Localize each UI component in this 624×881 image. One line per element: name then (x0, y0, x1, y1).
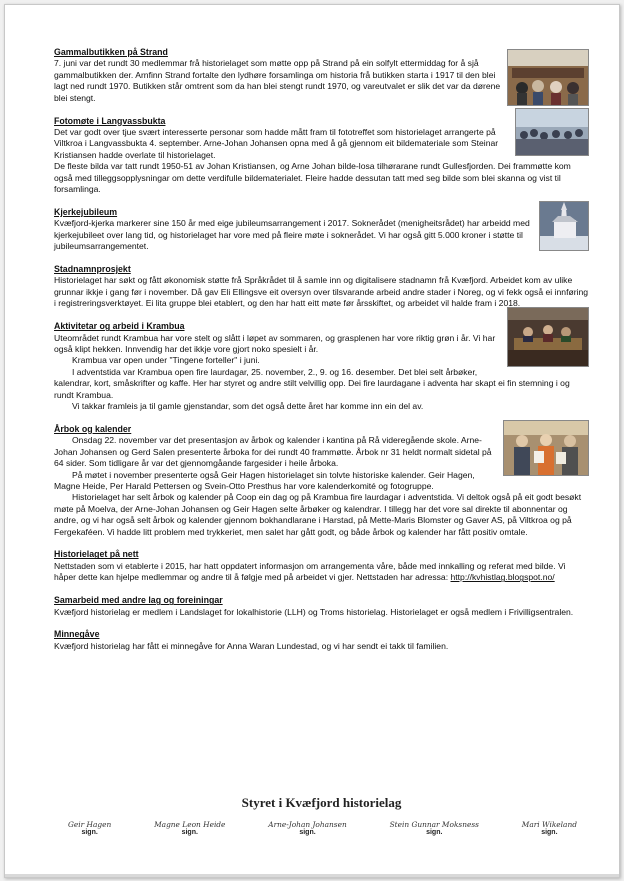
signature-row (54, 820, 589, 836)
section-paragraph: På møtet i november presenterte også Geir Hagen historielaget sin tolvte historiske kalender. Geir Hagen, Magne Heide, Per Harald Pettersen og Svein-Otto Presthus har vore kalenderkomité og fotogruppe. (54, 469, 475, 491)
krambua-interior-photo (507, 307, 589, 367)
section-samarbeid (54, 595, 589, 618)
section-title: Fotomøte i Langvassbukta (54, 115, 166, 126)
section-paragraph: Det var godt over tjue svært interesserte personar som hadde mått fram til fototreffet som historielaget arrangerte på Viltkroa i Langvassbukta 4. september. Arne-Johan Johansen opna med å gå gjennom eit bildemateriale som Steinar Kristiansen hadde overlate til historielaget. (54, 126, 499, 160)
section-paragraph: Krambua var open under "Tingene forteller" i juni. (72, 355, 260, 366)
section-title: Aktivitetar og arbeid i Krambua (54, 321, 185, 332)
signer (390, 820, 479, 836)
shop-interior-photo (507, 49, 589, 106)
website-link[interactable]: http://kvhistlag.blogspot.no/ (450, 572, 555, 583)
section-paragraph: Uteområdet rundt Krambua har vore stelt og slått i løpet av sommaren, og grasplenen har vore riktig grøn i år. Vi har også klipt hekken. Innvendig har det ikkje vore gjort noko spesielt i år. (54, 332, 496, 354)
section-paragraph: I adventstida var Krambua open fire laurdagar, 25. november, 2., 9. og 16. desember. Det blei selt årbøker, kalendrar, kort, småskrifter og kaffe. Her har styret og andre stilt velvillig opp. Dei fire laurdagane i adventa har skapt ei fin stemning i og rundt Krambua. (54, 366, 570, 400)
section-gammalbutikken (54, 47, 589, 104)
signer-sign: sign. (299, 829, 316, 836)
section-kjerkejubileum (54, 207, 589, 253)
signer-sign: sign. (181, 829, 198, 836)
section-paragraph: Onsdag 22. november var det presentasjon av årbok og kalender i kantina på Rå videregående skole. Arne-Johan Johansen og Gerd Salen presenterte årboka for dei rundt 40 frammøtte. Årbok nr 31 heldt normalt sidetal på 64 sider. Som tidligare år var det gjennomgåande fargesider i heile årboka. (54, 435, 492, 469)
section-fotomote (54, 116, 589, 196)
section-paragraph: Vi takkar framleis ja til gamle gjenstandar, som det også dette året har komme inn ein del av. (72, 400, 424, 411)
section-nett (54, 549, 589, 583)
signer-name: Magne Leon Heide (154, 820, 226, 829)
section-title: Samarbeid med andre lag og foreiningar (54, 595, 223, 606)
section-title: Historielaget på nett (54, 549, 139, 560)
section-paragraph: Historielaget har søkt og fått økonomisk støtte frå Språkrådet til å samle inn og digitalisere stadnamn frå Kvæfjord. Arbeidet kom av ulike grunnar ikkje i gang før i november. Då gav Eli Ellingsve eit oversyn over tilsvarande arbeid andre stader i Noreg, og vi fekk også ei innføring i registreringsverktøyet. Ei lita gruppe blei etablert, og den har hatt eitt møte før årsskiftet, og arbeidet vil halde fram i 2018. (54, 275, 589, 309)
presentation-photo (503, 420, 589, 476)
document-page (4, 4, 620, 878)
section-arbok (54, 424, 589, 538)
section-title: Gammalbutikken på Strand (54, 47, 168, 57)
section-paragraph: 7. juni var det rundt 30 medlemmar frå historielaget som møtte opp på Strand på ein solfylt ettermiddag for å sjå gammalbutikken der. Arnfinn Strand fortalte den lydhøre forsamlinga om historia frå butikken starta i 1917 til den blei lagt ned rundt 1970. Butikken står omtrent som da han blei stengt rundt 1970, og vareutvalet er slik det var da dørene blei stengt. (54, 58, 501, 103)
section-paragraph: Kvæfjord-kjerka markerer sine 150 år med eige jubileumsarrangement i 2017. Soknerådet (menigheitsrådet) har arbeidd med kjerkejubileet over lang tid, og historielaget har vore med på fleire møte i soknerådet. Vi har også gitt 5.000 kroner i støtte til jubileumsarrangementet. (54, 218, 530, 252)
page-bottom-edge (5, 874, 619, 877)
signer-sign: sign. (426, 829, 443, 836)
section-title: Minnegåve (54, 629, 100, 640)
signer-name: Stein Gunnar Moksness (389, 820, 479, 829)
section-paragraph-text: Nettstaden som vi etablerte i 2015, har hatt oppdatert informasjon om arrangementa våre, både med innkalling og referat med bilde. Vi håper dette kan hjelpe medlemmar og andre til å følgje med på arbeidet vi gjer. Nettstaden har adressa: (54, 560, 566, 583)
section-krambua (54, 321, 589, 412)
section-stadnamnprosjekt (54, 264, 589, 310)
section-paragraph: Kvæfjord historielag er medlem i Landslaget for lokalhistorie (LLH) og Troms historielag. Historielaget er også medlem i Frivilligsentralen. (54, 606, 574, 617)
section-title: Stadnamnprosjekt (54, 264, 131, 274)
signer-name: Geir Hagen (68, 820, 112, 829)
signer (522, 820, 577, 836)
section-minnegave (54, 629, 589, 652)
church-photo (539, 201, 589, 251)
section-paragraph: Kvæfjord historielag har fått ei minnegåve for Anna Waran Lundestad, og vi har sendt ei takk til familien. (54, 640, 449, 651)
section-paragraph: De fleste bilda var tatt rundt 1950-51 av Johan Kristiansen, og Arne Johan bilde-losa tilhørarane rundt Gullesfjorden. Dei frammøtte kom også med tilleggsopplysningar om dette verdifulle bildematerialet. Fleire hadde dessutan tatt med seg bilde som blei skanna og vist til forsamlinga. (54, 161, 571, 194)
signer-sign: sign. (541, 829, 558, 836)
signer-sign: sign. (81, 829, 98, 836)
section-title: Kjerkejubileum (54, 206, 118, 217)
signer (268, 820, 346, 836)
section-paragraph: Historielaget har selt årbok og kalender på Coop ein dag og på Krambua fire laurdagar i adventstida. Vi deltok også på eit godt besøkt møte på Moelva, der Arne-Johan Johansen og Geir Hagen selte årbøker og kalendrar. I tillegg har det vore sal direkte til abonnentar og andre, og vi har også selt årbok og kalender gjennom bokhandlarane i Harstad, på Mette-Maris Blomster og Gaver AS, på Viltkroa og på Fergekaféen. Vi hadde litt problem med trykkeriet, men salet har gått godt, og både årbok og kalender har fått positiv omtale. (54, 492, 582, 537)
meeting-photo (515, 108, 589, 156)
signer (68, 820, 111, 836)
signer-name: Arne-Johan Johansen (268, 820, 347, 829)
signer (154, 820, 225, 836)
document-body (54, 47, 589, 664)
board-signatures (54, 795, 589, 836)
board-title: Styret i Kvæfjord historielag (241, 795, 402, 810)
section-title: Årbok og kalender (54, 423, 132, 434)
section-paragraph (54, 561, 589, 584)
signer-name: Mari Wikeland (521, 820, 577, 829)
